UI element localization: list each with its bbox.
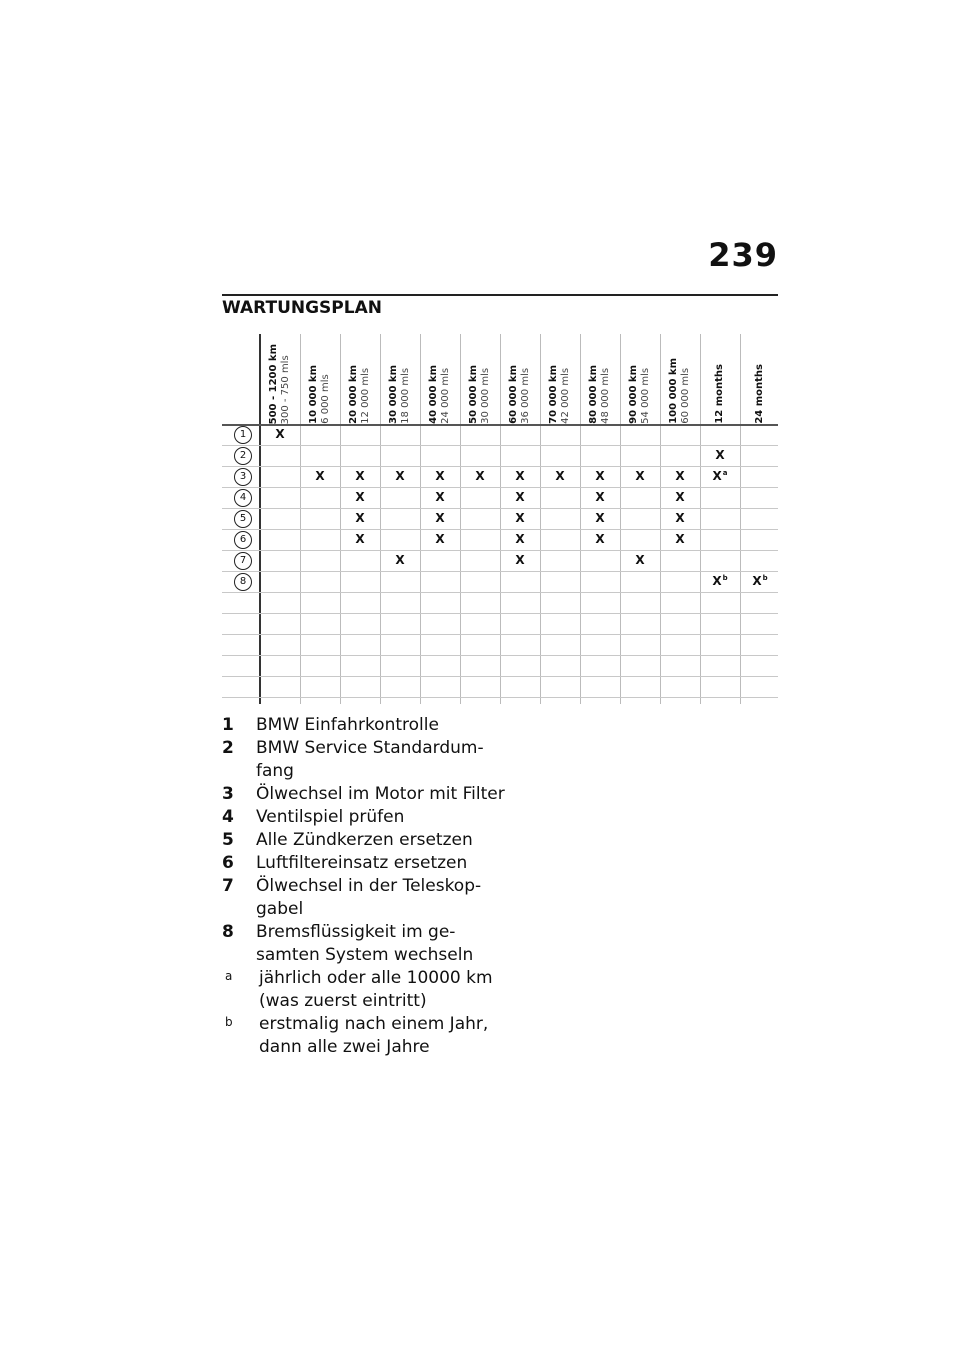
interval-mark: X bbox=[675, 490, 685, 504]
column-header bbox=[460, 330, 500, 424]
column-header-mls: 60 000 mls bbox=[680, 368, 691, 424]
row-divider bbox=[222, 613, 778, 614]
column-header-mls: 30 000 mls bbox=[480, 368, 491, 424]
column-header-km: 24 months bbox=[754, 364, 765, 424]
column-header-mls: 12 000 mls bbox=[360, 368, 371, 424]
legend-item bbox=[222, 852, 512, 875]
interval-mark: $X^a$ bbox=[712, 469, 728, 483]
row-divider bbox=[222, 697, 778, 698]
column-header bbox=[740, 330, 780, 424]
interval-mark: X bbox=[435, 532, 445, 546]
column-header bbox=[620, 330, 660, 424]
column-header-label bbox=[754, 364, 766, 424]
legend-text: Luftfiltereinsatz ersetzen bbox=[256, 853, 468, 873]
legend-key: 6 bbox=[222, 853, 234, 873]
legend-text: BMW Service Standardum-fang bbox=[256, 738, 484, 781]
interval-mark: X bbox=[595, 532, 605, 546]
row-divider bbox=[222, 445, 778, 446]
column-header-km: 100 000 km bbox=[668, 358, 679, 424]
column-header-km: 70 000 km bbox=[548, 365, 559, 424]
column-header-label bbox=[308, 365, 332, 424]
legend-item bbox=[222, 714, 512, 737]
row-divider bbox=[222, 634, 778, 635]
column-header-label bbox=[628, 365, 652, 424]
header-rule bbox=[222, 294, 778, 296]
legend-text: BMW Einfahrkontrolle bbox=[256, 715, 439, 735]
legend-item bbox=[222, 829, 512, 852]
interval-mark: X bbox=[515, 511, 525, 525]
interval-mark: X bbox=[555, 469, 565, 483]
interval-mark: X bbox=[675, 532, 685, 546]
interval-mark: X bbox=[355, 532, 365, 546]
column-header-mls: 300 - 750 mls bbox=[280, 354, 291, 424]
interval-mark: X bbox=[595, 490, 605, 504]
column-header-mls: 48 000 mls bbox=[600, 368, 611, 424]
interval-mark: X bbox=[515, 532, 525, 546]
interval-mark: X bbox=[635, 553, 645, 567]
column-header bbox=[540, 330, 580, 424]
legend-text: jährlich oder alle 10000 km (was zuerst eintritt) bbox=[259, 968, 493, 1011]
row-divider bbox=[222, 550, 778, 551]
column-header-km: 80 000 km bbox=[588, 365, 599, 424]
column-header-label bbox=[548, 365, 572, 424]
section-title: WARTUNGSPLAN bbox=[222, 298, 382, 318]
row-divider bbox=[222, 424, 778, 426]
interval-mark: X bbox=[595, 469, 605, 483]
interval-mark: X bbox=[395, 469, 405, 483]
interval-mark: X bbox=[355, 469, 365, 483]
legend-item bbox=[222, 783, 512, 806]
column-header bbox=[260, 330, 300, 424]
column-header-km: 40 000 km bbox=[428, 365, 439, 424]
column-header-mls: 24 000 mls bbox=[440, 368, 451, 424]
interval-mark: X bbox=[515, 469, 525, 483]
mark-footnote: b bbox=[762, 574, 768, 582]
legend-item bbox=[222, 967, 512, 1013]
column-header-km: 60 000 km bbox=[508, 365, 519, 424]
interval-mark: X bbox=[515, 553, 525, 567]
legend-text: Ventilspiel prüfen bbox=[256, 807, 405, 827]
interval-mark: X bbox=[515, 490, 525, 504]
legend-item bbox=[222, 737, 512, 783]
legend-item bbox=[222, 1013, 512, 1059]
row-divider bbox=[222, 655, 778, 656]
column-header-km: 50 000 km bbox=[468, 365, 479, 424]
row-divider bbox=[222, 571, 778, 572]
interval-mark: X bbox=[595, 511, 605, 525]
legend-key: 1 bbox=[222, 715, 234, 735]
interval-mark: X bbox=[435, 469, 445, 483]
legend bbox=[222, 714, 512, 1059]
legend-text: erstmalig nach einem Jahr, dann alle zwei Jahre bbox=[259, 1014, 489, 1057]
column-header bbox=[300, 330, 340, 424]
interval-mark: X bbox=[475, 469, 485, 483]
page-number: 239 bbox=[708, 236, 778, 274]
legend-item bbox=[222, 875, 512, 921]
column-header bbox=[500, 330, 540, 424]
interval-mark: $X^b$ bbox=[712, 574, 728, 588]
row-divider bbox=[222, 508, 778, 509]
row-divider bbox=[222, 487, 778, 488]
column-header-label bbox=[348, 365, 372, 424]
legend-key: 7 bbox=[222, 876, 234, 896]
column-header-label bbox=[668, 358, 692, 424]
column-header-label bbox=[428, 365, 452, 424]
column-header-km: 10 000 km bbox=[308, 365, 319, 424]
legend-footnote-key: b bbox=[225, 1015, 233, 1029]
column-header-label bbox=[714, 364, 726, 424]
column-header-mls: 36 000 mls bbox=[520, 368, 531, 424]
row-number: 8 bbox=[234, 573, 252, 591]
interval-mark: X bbox=[275, 427, 285, 441]
legend-key: 5 bbox=[222, 830, 234, 850]
column-header-label bbox=[468, 365, 492, 424]
interval-mark: X bbox=[355, 511, 365, 525]
row-divider bbox=[222, 466, 778, 467]
column-header bbox=[340, 330, 380, 424]
legend-item bbox=[222, 921, 512, 967]
mark-footnote: b bbox=[722, 574, 728, 582]
legend-key: 8 bbox=[222, 922, 234, 942]
legend-text: Ölwechsel in der Teleskop-gabel bbox=[256, 876, 482, 919]
legend-text: Ölwechsel im Motor mit Filter bbox=[256, 784, 505, 804]
interval-mark: X bbox=[435, 490, 445, 504]
maintenance-table bbox=[222, 330, 778, 705]
interval-mark: X bbox=[395, 553, 405, 567]
column-header-mls: 6 000 mls bbox=[320, 374, 331, 424]
interval-mark: X bbox=[315, 469, 325, 483]
row-divider bbox=[222, 592, 778, 593]
column-header-km: 20 000 km bbox=[348, 365, 359, 424]
row-number: 4 bbox=[234, 489, 252, 507]
legend-key: 2 bbox=[222, 738, 234, 758]
legend-key: 4 bbox=[222, 807, 234, 827]
column-header-mls: 42 000 mls bbox=[560, 368, 571, 424]
legend-item bbox=[222, 806, 512, 829]
legend-text: Bremsflüssigkeit im ge-samten System wechseln bbox=[256, 922, 474, 965]
row-number: 7 bbox=[234, 552, 252, 570]
row-divider bbox=[222, 529, 778, 530]
interval-mark: X bbox=[675, 469, 685, 483]
interval-mark: X bbox=[635, 469, 645, 483]
column-header-label bbox=[588, 365, 612, 424]
column-header-label bbox=[508, 365, 532, 424]
interval-mark: X bbox=[435, 511, 445, 525]
legend-key: 3 bbox=[222, 784, 234, 804]
interval-mark: X bbox=[715, 448, 725, 462]
column-header-mls: 18 000 mls bbox=[400, 368, 411, 424]
column-header-km: 12 months bbox=[714, 364, 725, 424]
column-header-label bbox=[388, 365, 412, 424]
row-number: 3 bbox=[234, 468, 252, 486]
interval-mark: X bbox=[675, 511, 685, 525]
interval-mark: $X^b$ bbox=[752, 574, 768, 588]
column-header-km: 90 000 km bbox=[628, 365, 639, 424]
column-header bbox=[700, 330, 740, 424]
row-number: 5 bbox=[234, 510, 252, 528]
legend-footnote-key: a bbox=[225, 969, 233, 983]
column-header-km: 500 - 1200 km bbox=[268, 343, 279, 424]
legend-text: Alle Zündkerzen ersetzen bbox=[256, 830, 473, 850]
column-header bbox=[420, 330, 460, 424]
row-number: 1 bbox=[234, 426, 252, 444]
column-header-mls: 54 000 mls bbox=[640, 368, 651, 424]
column-header bbox=[380, 330, 420, 424]
column-header-label bbox=[268, 344, 292, 424]
column-header bbox=[580, 330, 620, 424]
interval-mark: X bbox=[355, 490, 365, 504]
row-number: 6 bbox=[234, 531, 252, 549]
column-header-km: 30 000 km bbox=[388, 365, 399, 424]
mark-footnote: a bbox=[722, 469, 728, 477]
column-header bbox=[660, 330, 700, 424]
row-number: 2 bbox=[234, 447, 252, 465]
row-divider bbox=[222, 676, 778, 677]
